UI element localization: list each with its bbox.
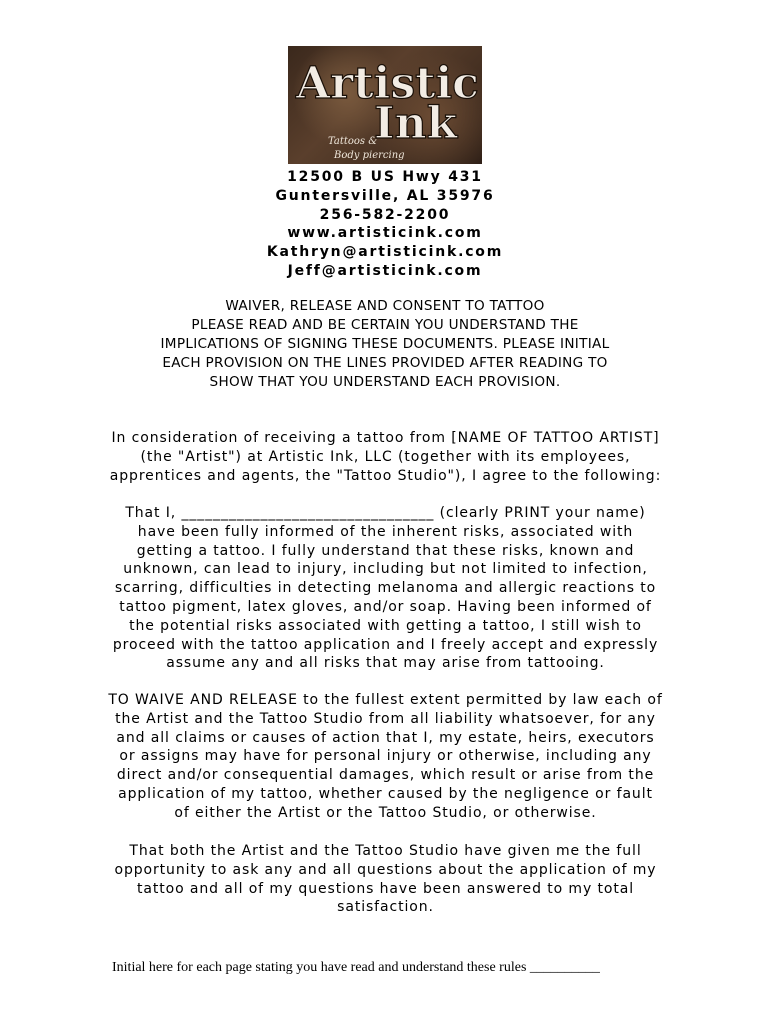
svg-text:Body piercing: Body piercing	[334, 150, 405, 161]
svg-text:Artistic: Artistic	[296, 58, 479, 109]
initial-line: Initial here for each page stating you have read and understand these rules __________	[112, 960, 600, 975]
svg-text:Ink: Ink	[374, 98, 458, 149]
risks-paragraph: That I, ________________________________ (clearly PRINT your name) have been fully informed of the inherent risks, associated with getting a tattoo. I fully understand that these risks, known and unknown, can lead to injury, including but not limited to infection, scarring, difficulties in detecting melanoma and allergic reactions to tattoo pigment, latex gloves, and/or soap. Having been informed of the potential risks associated with getting a tattoo, I still wish to proceed with the tattoo application and I freely accept and expressly assume any and all risks that may arise from tattooing.	[112, 505, 659, 672]
logo-graphic	[288, 46, 482, 164]
heading-line-2: PLEASE READ AND BE CERTAIN YOU UNDERSTAND THE	[191, 317, 579, 333]
heading-line-3: IMPLICATIONS OF SIGNING THESE DOCUMENTS. PLEASE INITIAL	[160, 336, 610, 352]
heading-line-5: SHOW THAT YOU UNDERSTAND EACH PROVISION.	[209, 374, 561, 390]
artistic-ink-logo	[288, 46, 482, 164]
consideration-paragraph: In consideration of receiving a tattoo from [NAME OF TATTOO ARTIST] (the "Artist") at Artistic Ink, LLC (together with its employees, apprentices and agents, the "Tattoo Studio"), I agree to the following:	[109, 430, 662, 484]
contact-email-jeff: Jeff@artisticink.com	[287, 263, 483, 279]
contact-phone: 256-582-2200	[319, 207, 451, 223]
heading-line-4: EACH PROVISION ON THE LINES PROVIDED AFTER READING TO	[162, 355, 608, 371]
questions-paragraph: That both the Artist and the Tattoo Studio have given me the full opportunity to ask any and all questions about the application of my tattoo and all of my questions have been answered to my total satisfaction.	[114, 843, 657, 916]
contact-address: 12500 B US Hwy 431	[287, 169, 483, 185]
contact-website: www.artisticink.com	[287, 225, 483, 241]
contact-email-kathryn: Kathryn@artisticink.com	[266, 244, 504, 260]
waiver-title: WAIVER, RELEASE AND CONSENT TO TATTOO	[225, 298, 545, 314]
contact-city: Guntersville, AL 35976	[275, 188, 495, 204]
waive-release-paragraph: TO WAIVE AND RELEASE to the fullest extent permitted by law each of the Artist and the Tattoo Studio from all liability whatsoever, for any and all claims or causes of action that I, my estate, heirs, executors or assigns may have for personal injury or otherwise, including any direct and/or consequential damages, which result or arise from the application of my tattoo, whether caused by the negligence or fault of either the Artist or the Tattoo Studio, or otherwise.	[108, 692, 663, 821]
svg-text:Tattoos &: Tattoos &	[328, 136, 378, 147]
